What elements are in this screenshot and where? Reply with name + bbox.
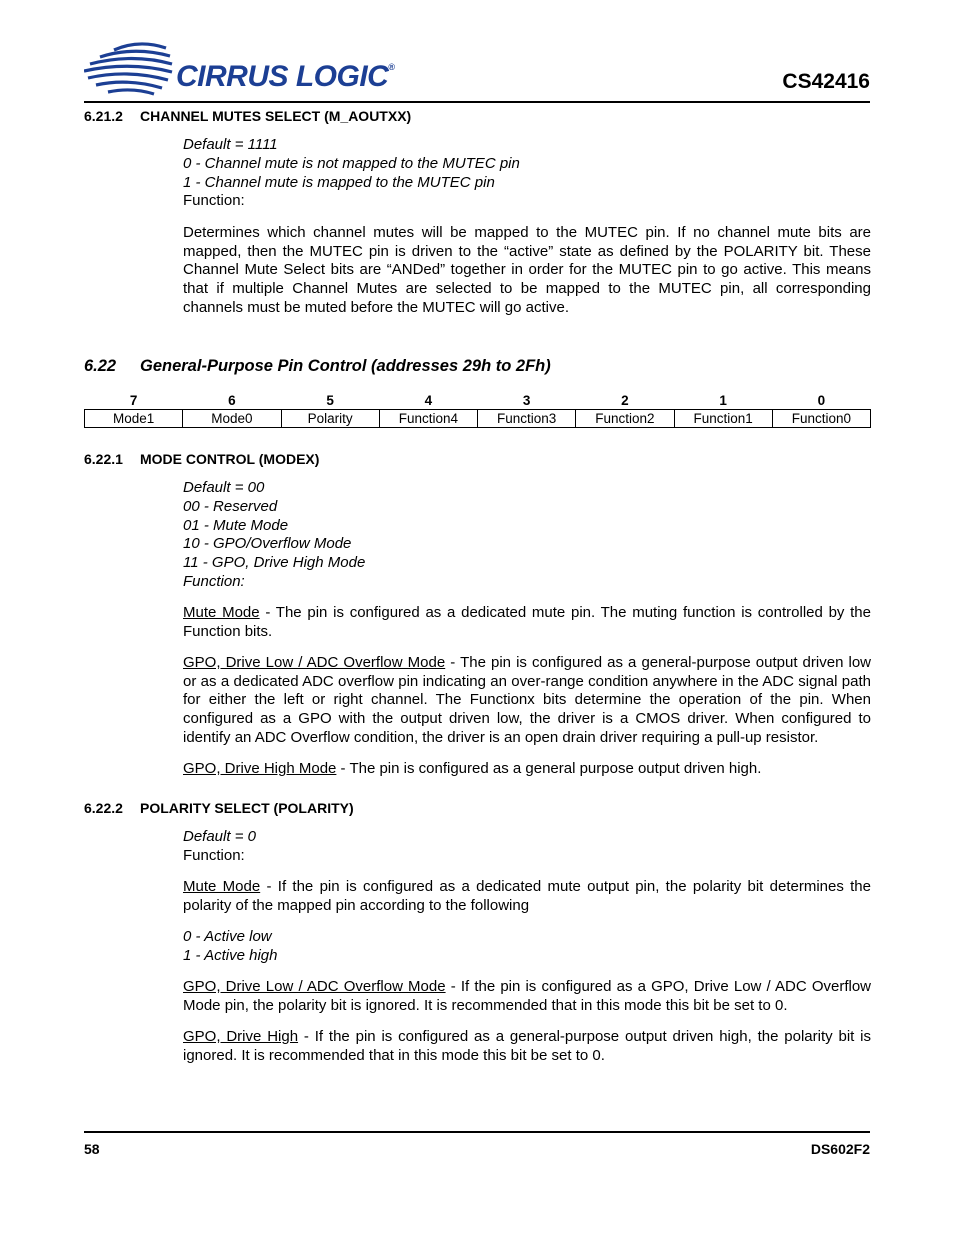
bit-number: 7 xyxy=(129,393,138,408)
term-mute-mode: Mute Mode xyxy=(183,604,260,621)
bit-name: Mode0 xyxy=(183,410,281,428)
logo-swoosh-icon xyxy=(84,38,176,100)
bit-number: 1 xyxy=(719,393,727,408)
option-line: 1 - Active high xyxy=(183,947,278,964)
option-line: 10 - GPO/Overflow Mode xyxy=(183,535,352,552)
header-rule xyxy=(84,101,870,103)
term-gpo-drive-low: GPO, Drive Low / ADC Overflow Mode xyxy=(183,978,446,995)
default-value-line: Default = 0 xyxy=(183,828,256,845)
bit-number: 2 xyxy=(621,393,629,408)
term-mute-mode: Mute Mode xyxy=(183,878,261,895)
default-value-line: Default = 1111 xyxy=(183,136,278,153)
bit-number: 3 xyxy=(522,393,531,408)
option-line: 11 - GPO, Drive High Mode xyxy=(183,554,366,571)
gpo-drive-high-paragraph: GPO, Drive High Mode - The pin is configured as a general purpose output driven high. xyxy=(183,760,762,777)
bit-name: Function2 xyxy=(576,410,674,428)
mute-mode-paragraph: Mute Mode - The pin is configured as a dedicated mute pin. The muting function is controlled by the Function bits. xyxy=(183,604,871,640)
term-gpo-drive-low: GPO, Drive Low / ADC Overflow Mode xyxy=(183,654,446,671)
footer-rule xyxy=(84,1131,870,1133)
section-heading-6-22-1: 6.22.1 MODE CONTROL (MODEX) xyxy=(84,451,320,467)
cirrus-logic-logo xyxy=(84,38,404,100)
bit-number: 5 xyxy=(326,393,334,408)
bit-name: Function0 xyxy=(772,410,870,428)
description-paragraph: Determines which channel mutes will be mapped to the MUTEC pin. If no channel mute bits are mapped, then the MUTEC pin is driven to the “active” state as defined by the POLARITY bit. These Channel Mute Select bits are “ANDed” together in order for the MUTEC pin to go active. This means that if multiple Channel Mutes are selected to be mapped to the MUTEC pin, all corresponding channels must be muted before the MUTEC will go active. xyxy=(183,224,871,316)
gpo-drive-low-paragraph: GPO, Drive Low / ADC Overflow Mode - The pin is configured as a general-purpose output driven low or as a dedicated ADC overflow pin indicating an over-range condition anywhere in the ADC signal path for either the left or right channel. The Functionx bits determine the operation of the pin. When configured as a GPO with the output driven low, the driver is a CMOS driver. When configured to identify an ADC Overflow condition, the driver is an open drain driver requiring a pull-up resistor. xyxy=(183,654,871,746)
option-line: 01 - Mute Mode xyxy=(183,517,289,534)
function-label: Function: xyxy=(183,573,245,590)
doc-id: DS602F2 xyxy=(810,1141,870,1157)
bit-number: 4 xyxy=(424,393,433,408)
page-number: 58 xyxy=(84,1141,100,1157)
polarity-gpo-low-paragraph: GPO, Drive Low / ADC Overflow Mode - If the pin is configured as a GPO, Drive Low / ADC Overflow Mode pin, the polarity bit is ignored. It is recommended that in this mode this bit be set to 0. xyxy=(183,978,871,1014)
bit-number: 0 xyxy=(817,393,826,408)
term-gpo-drive-high: GPO, Drive High xyxy=(183,1028,299,1045)
bit-number-row xyxy=(85,392,871,410)
section-heading-6-21-2: 6.21.2 CHANNEL MUTES SELECT (M_AOUTXX) xyxy=(84,108,412,124)
bit-name: Function1 xyxy=(674,410,772,428)
term-gpo-drive-high: GPO, Drive High Mode xyxy=(183,760,337,777)
polarity-gpo-high-paragraph: GPO, Drive High - If the pin is configured as a general-purpose output driven high, the polarity bit is ignored. It is recommended that in this mode this bit be set to 0. xyxy=(183,1028,871,1064)
bit-name: Function3 xyxy=(478,410,576,428)
doc-title: CS42416 xyxy=(782,70,870,93)
register-bit-table xyxy=(84,392,871,428)
bit-name-row xyxy=(85,410,871,428)
option-line: 0 - Channel mute is not mapped to the MUTEC pin xyxy=(183,155,520,172)
function-label: Function: xyxy=(183,847,245,864)
function-label: Function: xyxy=(183,192,245,209)
option-line: 00 - Reserved xyxy=(183,498,278,515)
option-line: 1 - Channel mute is mapped to the MUTEC pin xyxy=(183,174,495,191)
section-heading-6-22-2: 6.22.2 POLARITY SELECT (POLARITY) xyxy=(84,800,354,816)
polarity-mute-paragraph: Mute Mode - If the pin is configured as a dedicated mute output pin, the polarity bit determines the polarity of the mapped pin according to the following xyxy=(183,878,871,914)
bit-name: Function4 xyxy=(379,410,477,428)
bit-name: Mode1 xyxy=(85,410,183,428)
section-heading-6-22: 6.22 General-Purpose Pin Control (addresses 29h to 2Fh) xyxy=(84,357,551,375)
bit-number: 6 xyxy=(228,393,236,408)
logo-wordmark: CIRRUS LOGIC® xyxy=(176,60,395,93)
bit-name: Polarity xyxy=(281,410,379,428)
option-line: 0 - Active low xyxy=(183,928,272,945)
default-value-line: Default = 00 xyxy=(183,479,265,496)
